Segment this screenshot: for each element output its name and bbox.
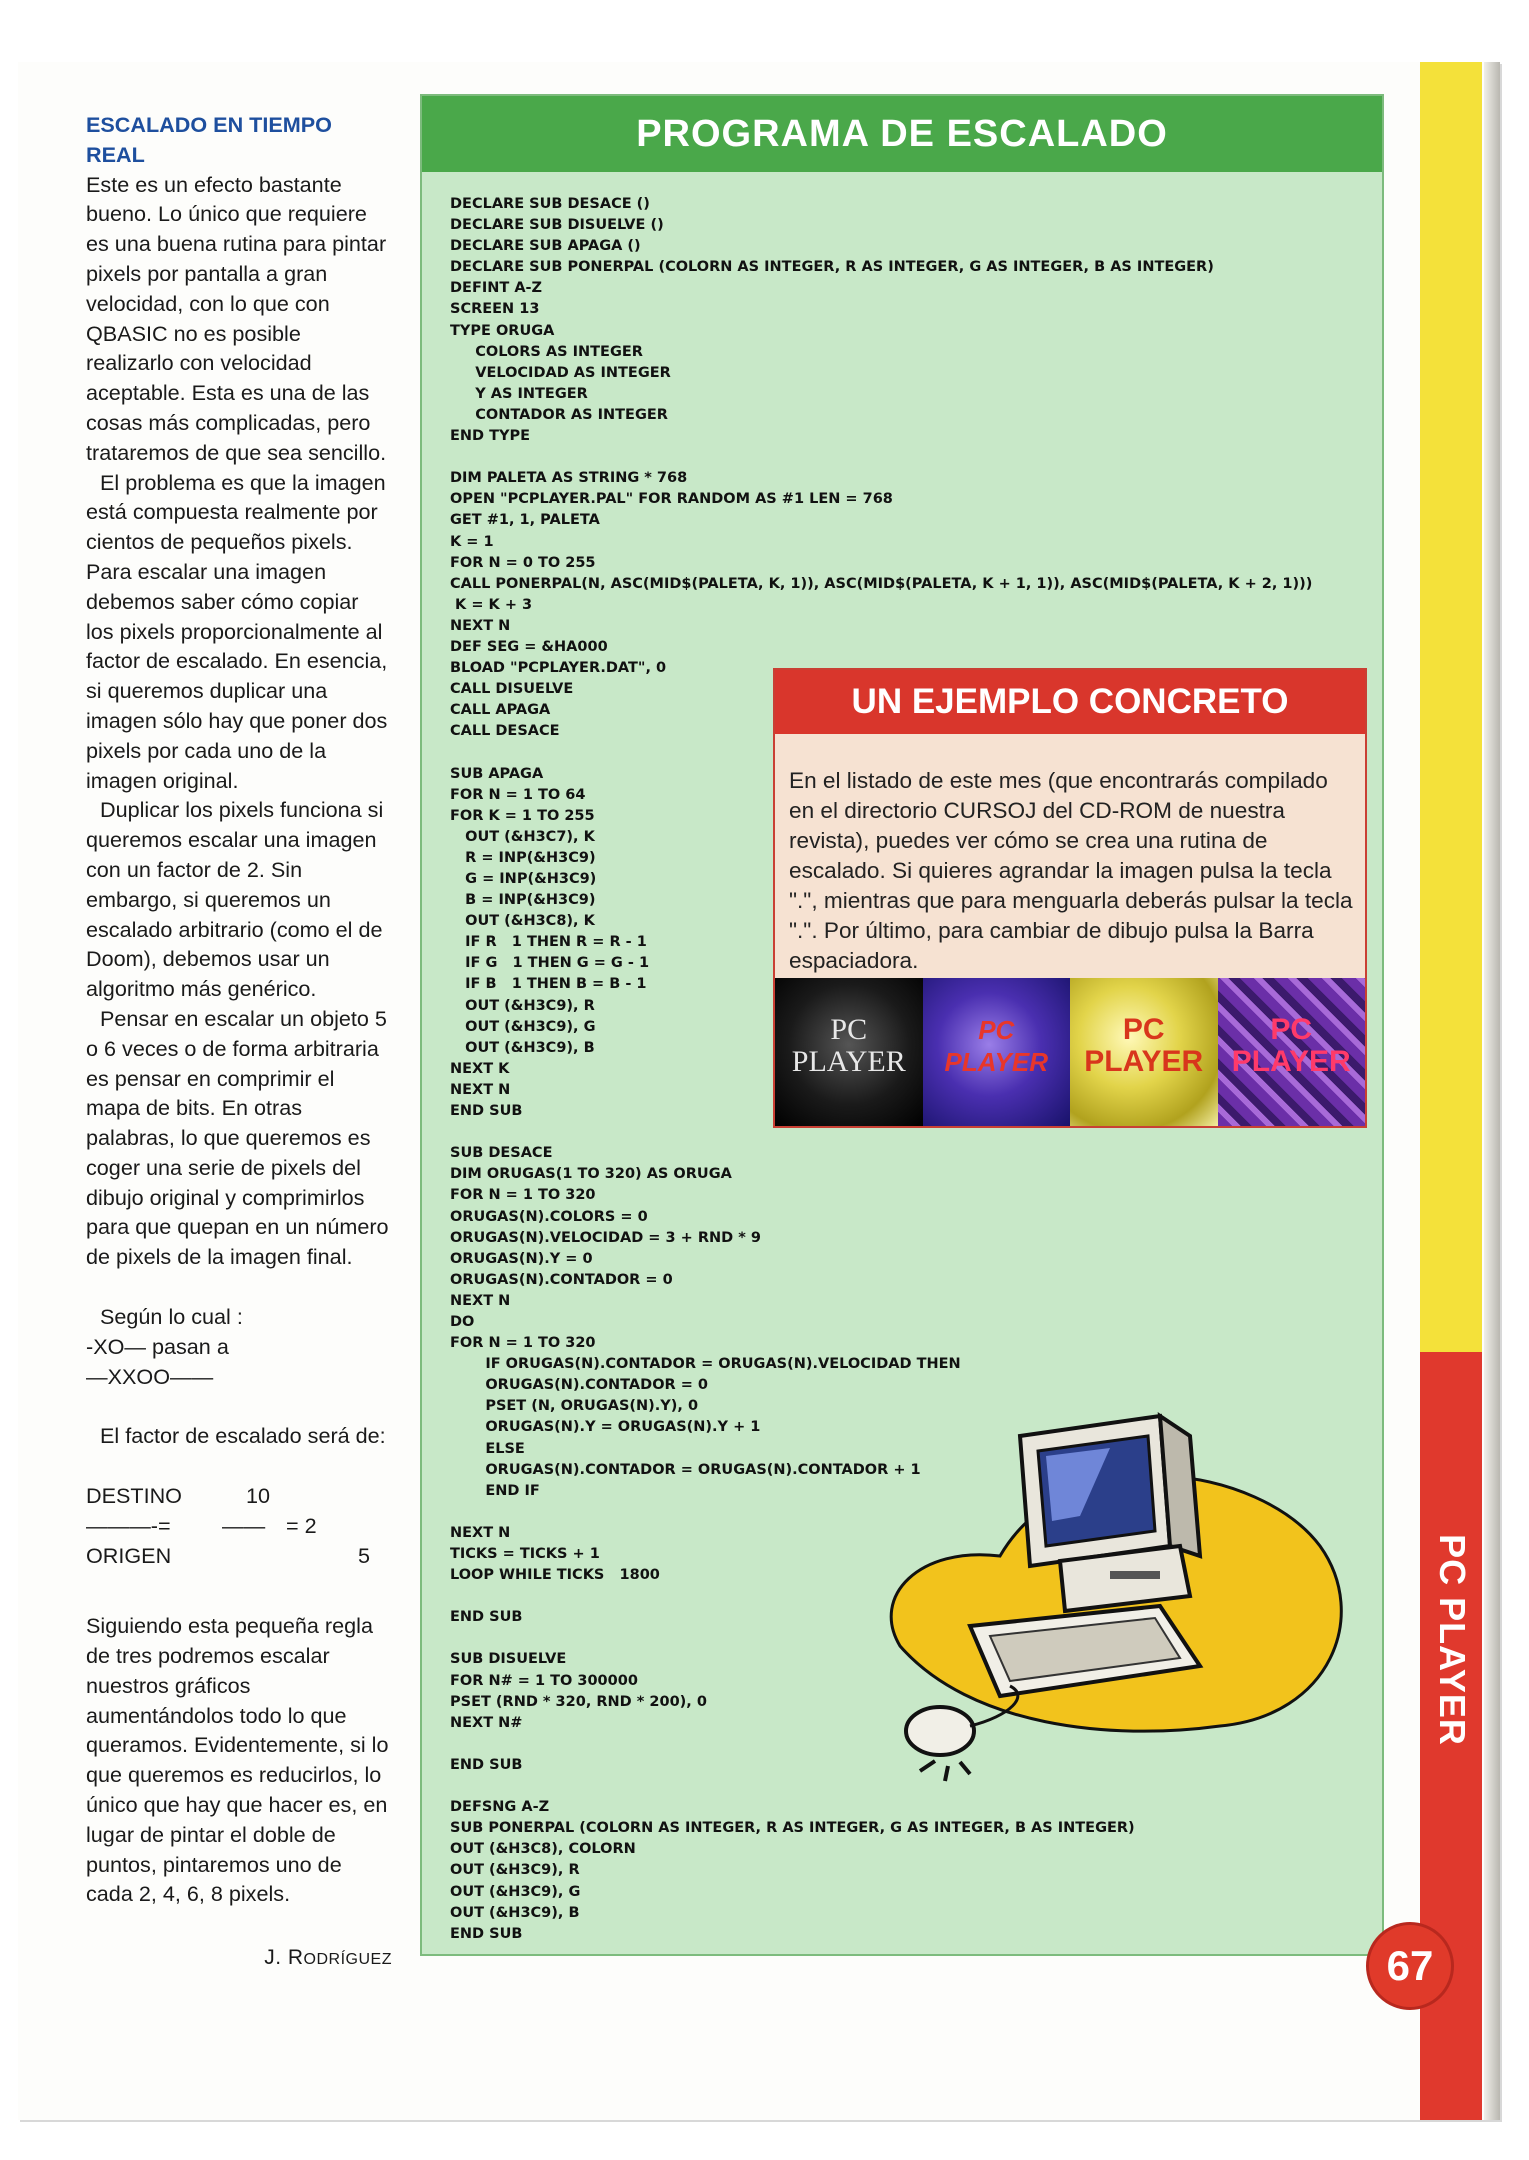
formula-fraction-right: ——: [222, 1513, 266, 1539]
formula-result: = 2: [286, 1513, 317, 1539]
thumbnail-text: PLAYER: [791, 1045, 906, 1078]
article-column: [86, 110, 392, 1975]
author-byline: [86, 1943, 392, 1975]
article-paragraph: El problema es que la imagen está compuesta realmente por cientos de pequeños pixels. Para escalar una imagen debemos saber cómo copiar los pixels proporcionalmente al factor de escalado. En esencia, si queremos duplicar una imagen sólo hay que poner dos pixels por cada uno de la imagen original.: [86, 469, 388, 793]
author-surname: ODRÍGUEZ: [303, 1951, 392, 1969]
monitor-icon: [1020, 1416, 1200, 1566]
article-subtitle: ESCALADO EN TIEMPO REAL: [86, 112, 332, 167]
article-paragraph: Este es un efecto bastante bueno. Lo único que requiere es una buena rutina para pintar pixels por pantalla a gran velocidad, con lo que con QBASIC no es posible realizarlo con velocidad aceptable. Esta es una de las cosas más complicadas, pero trataremos de que sea sencillo.: [86, 171, 387, 465]
thumbnail-text: PC: [1270, 1013, 1313, 1046]
example-body: En el listado de este mes (que encontrarás compilado en el directorio CURSOJ del CD-ROM de nuestra revista), puedes ver cómo se crea una rutina de escalado. Si quieres agrandar la imagen pulsa la tecla ".", mientras que para menguarla deberás pulsar la tecla ".". Por último, para cambiar de dibujo pulsa la Barra espaciadora.: [789, 768, 1353, 973]
scaling-formula: [86, 1481, 392, 1581]
segun-text: Según lo cual :: [100, 1304, 243, 1330]
example-line-xxoo: —XXOO——: [86, 1363, 214, 1389]
thumbnail-text: PLAYER: [1084, 1045, 1204, 1078]
thumbnail-strip: [775, 978, 1365, 1126]
program-code: DECLARE SUB DESACE () DECLARE SUB DISUELVE () DECLARE SUB APAGA () DECLARE SUB PONERPAL (COLORN AS INTEGER, R AS INTEGER, G AS INTEGER, B AS INTEGER) DEFINT A-Z SCREEN 13 TYPE ORUGA COLORS AS INTEGER VELOCIDAD AS INTEGER Y AS INTEGER CONTADOR AS INTEGER END TYPE DIM PALETA AS STRING * 768 OPEN "PCPLAYER.PAL" FOR RANDOM AS #1 LEN = 768 GET #1, 1, PALETA K = 1 FOR N = 0 TO 255 CALL PONERPAL(N, ASC(MID$(PALETA, K, 1)), ASC(MID$(PALETA, K + 1, 1)), ASC(MID$(PALETA, K + 2, 1))) K = K + 3 NEXT N DEF SEG = &HA000 BLOAD "PCPLAYER.DAT", 0 CALL DISUELVE CALL APAGA CALL DESACE SUB APAGA FOR N = 1 TO 64 FOR K = 1 TO 255 OUT (&H3C7), K R = INP(&H3C9) G = INP(&H3C9) B = INP(&H3C9) OUT (&H3C8), K IF R 1 THEN R = R - 1 IF G 1 THEN G = G - 1 IF B 1 THEN B = B - 1 OUT (&H3C9), R OUT (&H3C9), G OUT (&H3C9), B NEXT K NEXT N END SUB SUB DESACE DIM ORUGAS(1 TO 320) AS ORUGA FOR N = 1 TO 320 ORUGAS(N).COLORS = 0 ORUGAS(N).VELOCIDAD = 3 + RND * 9 ORUGAS(N).Y = 0 ORUGAS(N).CONTADOR = 0 NEXT N DO FOR N = 1 TO 320 IF ORUGAS(N).CONTADOR = ORUGAS(N).VELOCIDAD THEN ORUGAS(N).CONTADOR = 0 PSET (N, ORUGAS(N).Y), 0 ORUGAS(N).Y = ORUGAS(N).Y + 1 ELSE ORUGAS(N).CONTADOR = ORUGAS(N).CONTADOR + 1 END IF NEXT N TICKS = TICKS + 1 LOOP WHILE TICKS 1800 END SUB SUB DISUELVE FOR N# = 1 TO 300000 PSET (RND * 320, RND * 200), 0 NEXT N# END SUB DEFSNG A-Z SUB PONERPAL (COLORN AS INTEGER, R AS INTEGER, G AS INTEGER, B AS INTEGER) OUT (&H3C8), COLORN OUT (&H3C9), R OUT (&H3C9), G OUT (&H3C9), B END SUB: [450, 196, 1313, 1942]
thumbnail-image: [923, 978, 1071, 1126]
program-title: PROGRAMA DE ESCALADO: [422, 96, 1382, 172]
thumbnail-image: [1070, 978, 1218, 1126]
thumbnail-text: PC: [978, 1015, 1015, 1045]
computer-clipart: [860, 1396, 1360, 1796]
formula-fraction-left: ———-=: [86, 1513, 171, 1539]
example-title: UN EJEMPLO CONCRETO: [775, 670, 1365, 734]
formula-origen-value: 5: [358, 1543, 371, 1569]
formula-origen: ORIGEN: [86, 1543, 172, 1569]
thumbnail-text: PLAYER: [1231, 1045, 1351, 1078]
side-tab-yellow: [1420, 62, 1482, 1352]
author-initial: J. R: [264, 1946, 304, 1970]
page-edge: [1484, 62, 1500, 2120]
thumbnail-text: PC: [1122, 1013, 1165, 1046]
article-paragraph: Duplicar los pixels funciona si queremos escalar una imagen con un factor de 2. Sin embargo, si queremos un escalado arbitrario (como el de Doom), debemos usar un algoritmo más genérico.: [86, 797, 384, 1002]
factor-text: El factor de escalado será de:: [100, 1423, 386, 1449]
section-label: PC PLAYER: [1432, 1534, 1473, 1746]
formula-destino-value: 10: [246, 1483, 271, 1509]
example-box: [773, 668, 1367, 1128]
thumbnail-text: PC: [830, 1013, 868, 1046]
thumbnail-image: [775, 978, 923, 1126]
closing-paragraph: Siguiendo esta pequeña regla de tres podremos escalar nuestros gráficos aumentándolos todo lo que queramos. Evidentemente, si lo que queremos es reducirlos, lo único que hay que hacer es, en lugar de pintar el doble de puntos, pintaremos uno de cada 2, 4, 6, 8 pixels.: [86, 1613, 389, 1907]
example-line-xo: -XO— pasan a: [86, 1333, 229, 1359]
thumbnail-text: PLAYER: [944, 1047, 1049, 1077]
formula-destino: DESTINO: [86, 1483, 182, 1509]
article-paragraph: Pensar en escalar un objeto 5 o 6 veces o de forma arbitraria es pensar en comprimir el mapa de bits. En otras palabras, lo que queremos es coger una serie de pixels del dibujo original y comprimirlos para que quepan en un número de pixels de la imagen final.: [86, 1005, 389, 1270]
page-number: 67: [1366, 1922, 1454, 2010]
thumbnail-image: [1218, 978, 1366, 1126]
